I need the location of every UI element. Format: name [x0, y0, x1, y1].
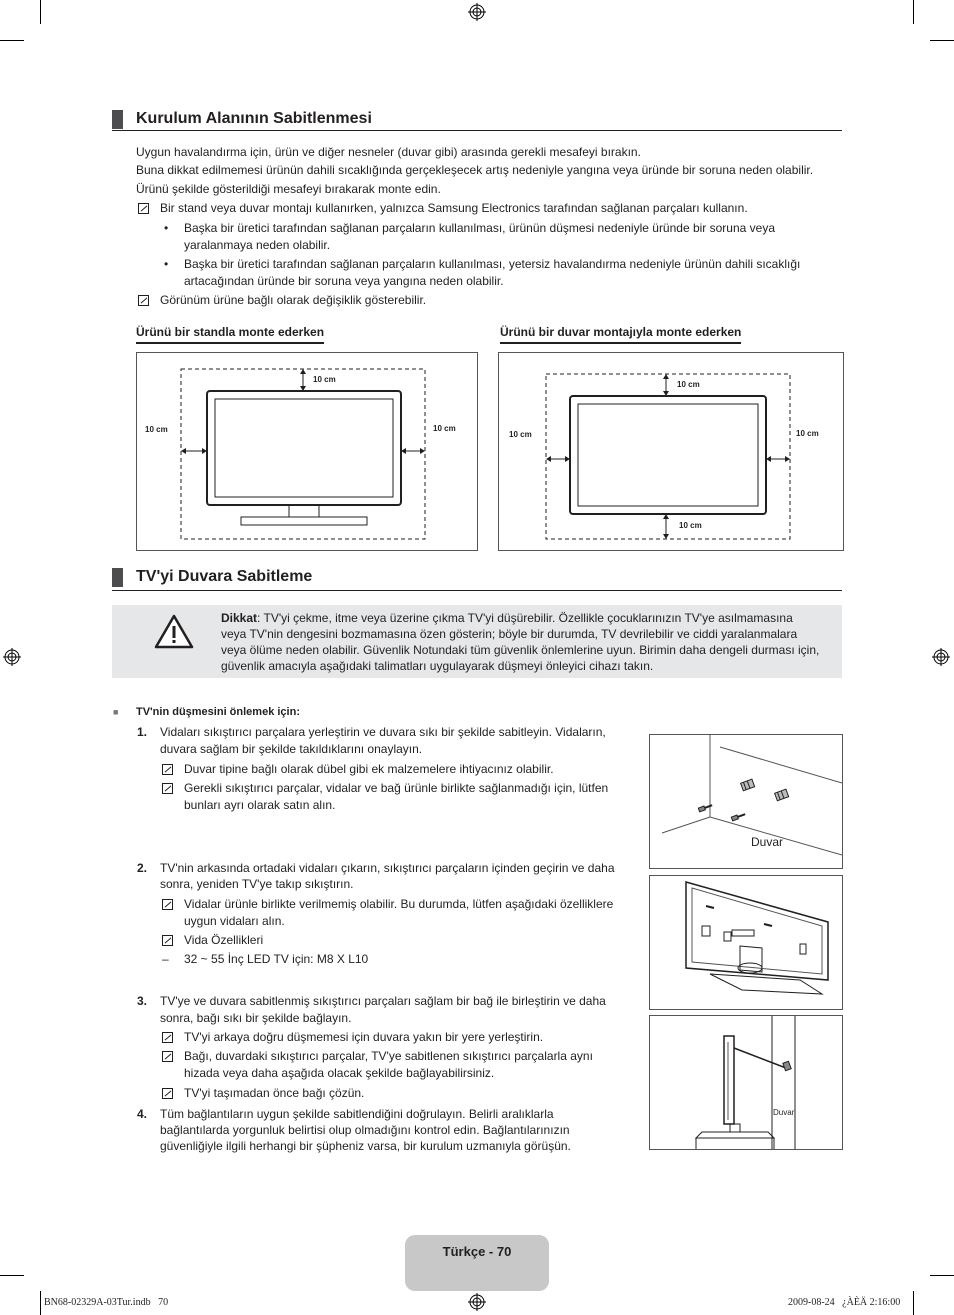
step-text: Vidaları sıkıştırıcı parçalara yerleştirin ve duvara sıkı bir şekilde sabitleyin. Vidaların, — [160, 725, 606, 739]
section-rule — [112, 590, 842, 591]
wall-mount-heading: Ürünü bir duvar montajıyla monte ederken — [500, 325, 741, 344]
warning-line: veya ölüme neden olabilir. Güvenlik Notundaki tüm güvenlik önlemlerine uyun. Birimin daha dengeli durması için, — [221, 643, 820, 657]
trim-mark — [930, 1275, 954, 1276]
note-text: Gerekli sıkıştırıcı parçalar, vidalar ve bağ ürünle birlikte sağlanmadığı için, lütfen — [184, 781, 609, 795]
step-text: güvenliğiyle ilgili herhangi bir şüpheniz varsa, bir kurulum uzmanıyla görüşün. — [160, 1139, 571, 1153]
clearance-label-top: 10 cm — [313, 375, 336, 384]
section-rule — [112, 130, 842, 131]
note-text: uygun vidaları alın. — [184, 914, 285, 928]
note-icon — [162, 1088, 173, 1099]
page-number: Türkçe - 70 — [442, 1244, 512, 1259]
step-text: Tüm bağlantıların uygun şekilde sabitlendiğini doğrulayın. Belirli aralıklarla — [160, 1107, 554, 1121]
tv-tie-svg — [650, 1016, 842, 1149]
warning-box — [112, 605, 842, 678]
section-title: TV'yi Duvara Sabitleme — [136, 568, 313, 585]
clearance-label-left: 10 cm — [509, 430, 532, 439]
note-icon — [162, 764, 173, 775]
wall-anchor-svg — [650, 735, 842, 868]
wall-anchor-illustration — [649, 734, 843, 869]
clearance-label-left: 10 cm — [145, 425, 168, 434]
bullet-text: artacağından üründe bir soruna veya yangına neden olabilir. — [184, 274, 504, 288]
stand-clearance-diagram — [136, 352, 478, 551]
dash-mark: – — [162, 952, 169, 966]
note-icon — [138, 203, 149, 214]
warning-triangle-icon — [154, 614, 194, 650]
note-text: Vida Özellikleri — [184, 933, 264, 947]
trim-mark — [0, 40, 24, 41]
tv-back-svg — [650, 876, 842, 1009]
step-number: 3. — [137, 994, 148, 1008]
warning-line: güvenlik amacıyla aşağıdaki talimatları uygulayarak düşmeyi önleyici cihazı takın. — [221, 659, 654, 673]
trim-mark — [913, 0, 914, 24]
note-text: Görünüm ürüne bağlı olarak değişiklik gösterebilir. — [160, 293, 427, 307]
screw-spec: 32 ~ 55 İnç LED TV için: M8 X L10 — [184, 952, 369, 966]
stand-mount-heading: Ürünü bir standla monte ederken — [136, 325, 324, 344]
registration-mark-icon — [932, 648, 950, 666]
section-marker — [112, 568, 123, 587]
heading-marker: ■ — [113, 707, 119, 717]
registration-mark-icon — [468, 3, 486, 21]
intro-line: Buna dikkat edilmemesi ürünün dahili sıcaklığında gerçekleşecek artış nedeniyle yangına veya üründe bir soruna neden olabilir. — [136, 163, 814, 177]
step-number: 1. — [137, 725, 148, 739]
wall-label: Duvar — [751, 835, 784, 849]
section-title: Kurulum Alanının Sabitlenmesi — [136, 110, 372, 127]
note-text: hizada veya daha aşağıda olacak şekilde bağlayabilirsiniz. — [184, 1066, 495, 1080]
warning-label: Dikkat — [221, 611, 258, 625]
note-text: Vidalar ürünle birlikte verilmemiş olabilir. Bu durumda, lütfen aşağıdaki özelliklere — [184, 897, 614, 911]
section-marker — [112, 110, 123, 129]
step-number: 2. — [137, 861, 148, 875]
trim-mark — [913, 1291, 914, 1315]
step-text: sonra, yeniden TV'ye takıp sıkıştırın. — [160, 877, 354, 891]
tv-back-illustration — [649, 875, 843, 1010]
wall-clearance-diagram — [498, 352, 844, 551]
tv-tie-illustration — [649, 1015, 843, 1150]
timestamp: 2009-08-24 ¿ÀÈÄ 2:16:00 — [788, 1297, 901, 1308]
steps-heading: TV'nin düşmesini önlemek için: — [136, 706, 300, 718]
trim-mark — [0, 1275, 24, 1276]
note-icon — [162, 1051, 173, 1062]
trim-mark — [40, 1291, 41, 1315]
trim-mark — [40, 0, 41, 24]
clearance-label-top: 10 cm — [677, 380, 700, 389]
file-info: BN68-02329A-03Tur.indb 70 — [44, 1297, 169, 1308]
registration-mark-icon — [468, 1293, 486, 1311]
bullet-text: yaralanmaya neden olabilir. — [184, 238, 331, 252]
bullet-text: Başka bir üretici tarafından sağlanan parçaların kullanılması, yetersiz havalandırma nedeniyle ürünün dahili sıcaklığı — [184, 257, 801, 271]
note-icon — [138, 295, 149, 306]
bullet-mark: • — [164, 257, 169, 271]
clearance-label-bottom: 10 cm — [679, 521, 702, 530]
wall-diagram-svg — [499, 353, 843, 550]
bullet-text: Başka bir üretici tarafından sağlanan parçaların kullanılması, ürünün düşmesi nedeniyle üründe bir soruna veya — [184, 221, 776, 235]
clearance-label-right: 10 cm — [433, 424, 456, 433]
step-text: TV'nin arkasında ortadaki vidaları çıkarın, sıkıştırıcı parçaların içinden geçirin ve daha — [160, 861, 615, 875]
step-text: sonra, bağı sıkı bir şekilde bağlayın. — [160, 1011, 352, 1025]
warning-line — [221, 610, 793, 627]
step-number: 4. — [137, 1107, 148, 1121]
note-text: TV'yi taşımadan önce bağı çözün. — [184, 1086, 365, 1100]
trim-mark — [930, 40, 954, 41]
intro-line: Uygun havalandırma için, ürün ve diğer nesneler (duvar gibi) arasında gerekli mesafeyi bırakın. — [136, 145, 641, 159]
note-text: bunları ayrı olarak satın alın. — [184, 798, 336, 812]
note-icon — [162, 899, 173, 910]
step-text: bağlantılarda yorgunluk belirtisi olup olmadığını kontrol edin. Bağlantılarınızın — [160, 1123, 570, 1137]
note-text: Bağı, duvardaki sıkıştırıcı parçalar, TV'ye sabitlenen sıkıştırıcı parçalarla aynı — [184, 1049, 593, 1063]
note-text: Duvar tipine bağlı olarak dübel gibi ek malzemelere ihtiyacınız olabilir. — [184, 762, 554, 776]
note-icon — [162, 1032, 173, 1043]
step-text: TV'ye ve duvara sabitlenmiş sıkıştırıcı parçaları sağlam bir bağ ile birleştirin ve daha — [160, 994, 606, 1008]
step-text: duvara sağlam bir şekilde takıldıklarını onaylayın. — [160, 742, 423, 756]
warning-text: : TV'yi çekme, itme veya üzerine çıkma TV'yi düşürebilir. Özellikle çocuklarınızın TV'ye asılmamasına — [257, 611, 793, 625]
warning-line: veya TV'nin dengesini bozmamasına özen gösterin; böyle bir durumda, TV devrilebilir ve ciddi yaralanmalara — [221, 627, 798, 641]
note-text: Bir stand veya duvar montajı kullanırken, yalnızca Samsung Electronics tarafından sağlanan parçaları kullanın. — [160, 201, 748, 215]
note-text: TV'yi arkaya doğru düşmemesi için duvara yakın bir yere yerleştirin. — [184, 1030, 544, 1044]
wall-label-small: Duvar — [773, 1108, 795, 1117]
clearance-label-right: 10 cm — [796, 429, 819, 438]
stand-diagram-svg — [137, 353, 477, 550]
note-icon — [162, 783, 173, 794]
bullet-mark: • — [164, 221, 169, 235]
registration-mark-icon — [3, 648, 21, 666]
intro-line: Ürünü şekilde gösterildiği mesafeyi bırakarak monte edin. — [136, 182, 441, 196]
note-icon — [162, 935, 173, 946]
